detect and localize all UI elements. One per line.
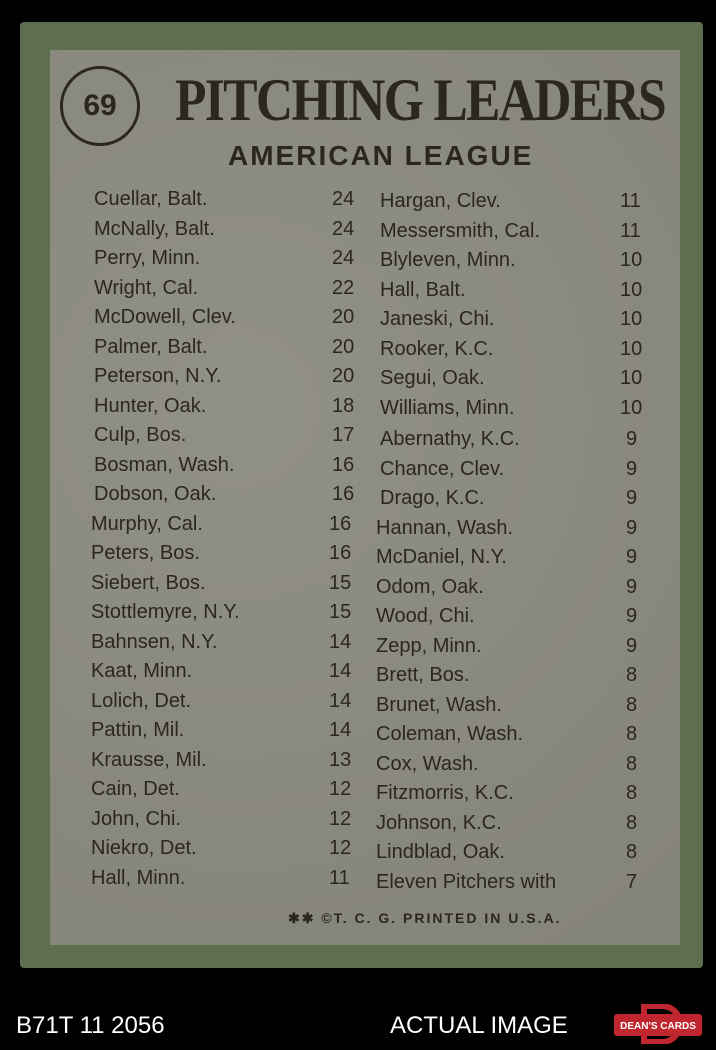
pitcher-name: Culp, Bos. [94, 424, 187, 446]
win-count: 10 [620, 337, 643, 360]
win-count: 16 [329, 512, 352, 535]
leader-row-right [376, 664, 646, 692]
leader-row-left [91, 749, 361, 777]
leader-row-right [376, 782, 646, 810]
pitcher-name: Rooker, K.C. [380, 337, 494, 360]
pitcher-name: Fitzmorris, K.C. [376, 782, 514, 804]
pitcher-name: Williams, Minn. [380, 396, 515, 419]
pitcher-name: Peterson, N.Y. [94, 365, 222, 387]
pitcher-name: Hargan, Clev. [380, 190, 501, 212]
win-count: 16 [332, 453, 355, 476]
win-count: 9 [626, 634, 638, 657]
win-count: 14 [329, 689, 352, 712]
leader-row-right [376, 576, 646, 604]
win-count: 12 [329, 807, 352, 830]
win-count: 10 [620, 396, 643, 419]
pitcher-name: Hall, Minn. [91, 866, 186, 889]
pitcher-name: Janeski, Chi. [380, 308, 495, 330]
leader-row-right [376, 841, 646, 869]
pitcher-name: Brett, Bos. [376, 664, 470, 686]
pitcher-name: Blyleven, Minn. [380, 249, 516, 271]
leader-row-right [376, 694, 646, 722]
leader-row-left [94, 454, 364, 482]
card-subtitle: AMERICAN LEAGUE [228, 140, 534, 171]
leader-row-right [376, 812, 646, 840]
leader-row-left [91, 631, 361, 659]
leader-row-left [94, 336, 364, 364]
svg-text:DEAN'S CARDS: DEAN'S CARDS [620, 1021, 696, 1032]
leader-row-left [91, 542, 361, 570]
pitcher-name: Siebert, Bos. [91, 571, 206, 594]
win-count: 14 [329, 660, 352, 682]
card-title: PITCHING LEADERS [175, 67, 666, 133]
pitcher-name: Coleman, Wash. [376, 723, 524, 745]
pitcher-name: Hunter, Oak. [94, 394, 207, 417]
win-count: 9 [626, 605, 638, 627]
pitcher-name: Stottlemyre, N.Y. [91, 601, 240, 623]
leader-row-right [376, 546, 646, 574]
deans-cards-logo [610, 1004, 706, 1044]
leader-row-left [94, 365, 364, 393]
pitcher-name: Drago, K.C. [380, 487, 485, 509]
leader-row-right [380, 367, 650, 395]
leader-row-left [94, 277, 364, 305]
pitcher-name: Dobson, Oak. [94, 483, 217, 505]
pitcher-name: Murphy, Cal. [91, 512, 203, 535]
win-count: 8 [626, 723, 638, 745]
leader-row-right [376, 753, 646, 781]
pitcher-name: Niekro, Det. [91, 837, 197, 859]
pitcher-name: Hannan, Wash. [376, 516, 514, 539]
leader-row-right [380, 190, 650, 218]
pitcher-name: Hall, Balt. [380, 278, 466, 301]
pitcher-name: Pattin, Mil. [91, 719, 185, 741]
leader-row-right [376, 605, 646, 633]
leader-row-right [380, 397, 650, 425]
leader-row-right [376, 517, 646, 545]
pitcher-name: Wright, Cal. [94, 276, 199, 299]
leader-row-right [380, 428, 650, 456]
win-count: 8 [626, 782, 638, 804]
win-count: 11 [620, 219, 641, 242]
leader-row-right [380, 487, 650, 515]
leader-row-right [380, 279, 650, 307]
pitcher-name: Krausse, Mil. [91, 748, 207, 771]
card-number-badge [60, 66, 140, 146]
leader-row-right [376, 871, 646, 899]
leader-row-left [91, 601, 361, 629]
leader-row-left [94, 188, 364, 216]
win-count: 14 [329, 630, 352, 653]
pitcher-name: Kaat, Minn. [91, 660, 193, 682]
pitcher-name: Cuellar, Balt. [94, 188, 208, 210]
pitcher-name: Eleven Pitchers with [376, 870, 557, 893]
pitcher-name: Perry, Minn. [94, 247, 201, 269]
win-count: 15 [329, 571, 352, 594]
win-count: 8 [626, 664, 638, 686]
leader-row-right [380, 338, 650, 366]
pitcher-name: Lolich, Det. [91, 689, 192, 712]
pitcher-name: Abernathy, K.C. [380, 428, 520, 450]
card-number: 69 [83, 89, 117, 122]
pitcher-name: Wood, Chi. [376, 605, 475, 627]
win-count: 9 [626, 487, 638, 509]
pitcher-name: McDaniel, N.Y. [376, 546, 507, 568]
leader-row-left [91, 513, 361, 541]
win-count: 7 [626, 870, 638, 893]
win-count: 24 [332, 247, 355, 269]
win-count: 8 [626, 811, 638, 834]
pitcher-name: John, Chi. [91, 807, 182, 830]
leader-row-left [91, 778, 361, 806]
leader-row-right [376, 723, 646, 751]
win-count: 9 [626, 428, 638, 450]
leader-row-right [380, 220, 650, 248]
copyright-footer: ✱✱ ©T. C. G. PRINTED IN U.S.A. [288, 910, 562, 926]
win-count: 20 [332, 365, 355, 387]
leader-row-left [94, 247, 364, 275]
leader-row-left [94, 395, 364, 423]
win-count: 10 [620, 308, 643, 330]
win-count: 10 [620, 249, 643, 271]
win-count: 15 [329, 601, 352, 623]
win-count: 14 [329, 719, 352, 741]
pitcher-name: Zepp, Minn. [376, 634, 482, 657]
leader-row-left [94, 483, 364, 511]
leader-row-right [376, 635, 646, 663]
leader-row-left [91, 808, 361, 836]
win-count: 20 [332, 335, 355, 358]
win-count: 8 [626, 841, 638, 863]
leader-row-left [94, 306, 364, 334]
leader-row-left [94, 218, 364, 246]
pitcher-name: McDowell, Clev. [94, 306, 236, 328]
win-count: 13 [329, 748, 352, 771]
win-count: 9 [626, 575, 638, 598]
win-count: 8 [626, 693, 638, 716]
leader-row-left [94, 424, 364, 452]
win-count: 24 [332, 188, 355, 210]
win-count: 9 [626, 546, 638, 568]
win-count: 8 [626, 752, 638, 775]
leader-row-right [380, 458, 650, 486]
win-count: 9 [626, 516, 638, 539]
leader-row-left [91, 719, 361, 747]
pitcher-name: Odom, Oak. [376, 575, 484, 598]
win-count: 10 [620, 367, 643, 389]
pitcher-name: Chance, Clev. [380, 457, 505, 480]
win-count: 10 [620, 278, 643, 301]
pitcher-name: Segui, Oak. [380, 367, 485, 389]
win-count: 12 [329, 837, 352, 859]
pitcher-name: Johnson, K.C. [376, 811, 502, 834]
win-count: 16 [329, 542, 352, 564]
pitcher-name: Cox, Wash. [376, 752, 479, 775]
leader-row-left [91, 572, 361, 600]
win-count: 22 [332, 276, 355, 299]
leader-row-left [91, 690, 361, 718]
leader-row-left [91, 837, 361, 865]
pitcher-name: Lindblad, Oak. [376, 841, 505, 863]
win-count: 11 [620, 190, 641, 212]
pitcher-name: Messersmith, Cal. [380, 219, 541, 242]
leader-row-left [91, 867, 361, 895]
actual-image-label: ACTUAL IMAGE [390, 1012, 568, 1039]
pitcher-name: Bahnsen, N.Y. [91, 630, 218, 653]
win-count: 12 [329, 778, 352, 800]
pitcher-name: McNally, Balt. [94, 217, 215, 240]
pitcher-name: Palmer, Balt. [94, 335, 208, 358]
pitcher-name: Brunet, Wash. [376, 693, 502, 716]
win-count: 9 [626, 457, 638, 480]
pitcher-name: Bosman, Wash. [94, 453, 235, 476]
leader-row-right [380, 249, 650, 277]
win-count: 16 [332, 483, 355, 505]
win-count: 17 [332, 424, 355, 446]
leader-row-left [91, 660, 361, 688]
pitcher-name: Cain, Det. [91, 778, 180, 800]
win-count: 18 [332, 394, 355, 417]
leader-row-right [380, 308, 650, 336]
pitcher-name: Peters, Bos. [91, 542, 200, 564]
listing-id: B71T 11 2056 [16, 1012, 165, 1039]
win-count: 20 [332, 306, 355, 328]
win-count: 24 [332, 217, 355, 240]
win-count: 11 [329, 866, 350, 889]
